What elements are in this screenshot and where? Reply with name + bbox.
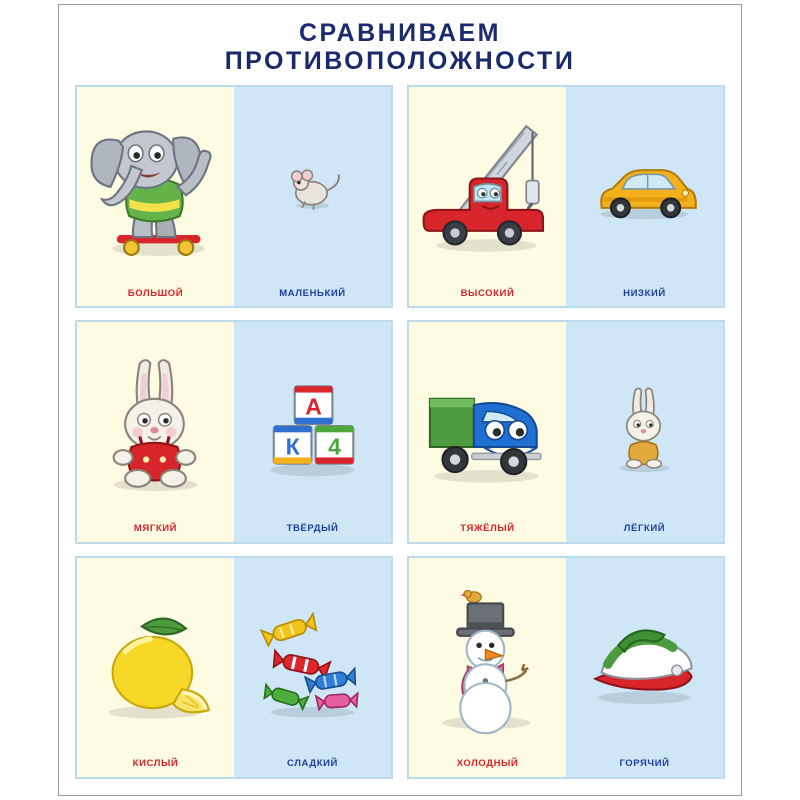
card-caption-right: СЛАДКИЙ — [287, 758, 338, 770]
card-caption-left: ХОЛОДНЫЙ — [456, 758, 519, 770]
svg-text:К: К — [285, 433, 300, 460]
crane-truck-icon — [409, 87, 566, 289]
card-caption-right: ГОРЯЧИЙ — [619, 758, 670, 770]
card-caption-left: МЯГКИЙ — [133, 523, 178, 535]
card-half-right — [234, 322, 391, 541]
card-caption-left: БОЛЬШОЙ — [127, 287, 184, 299]
plush-bunny-icon — [77, 322, 234, 524]
card-half-right — [566, 558, 723, 777]
card-half-right — [566, 87, 723, 306]
svg-text:4: 4 — [328, 433, 341, 460]
small-bunny-icon — [566, 322, 723, 524]
card-half-left — [77, 322, 234, 541]
lemon-icon — [77, 558, 234, 760]
dump-truck-icon — [409, 322, 566, 524]
elephant-icon — [77, 87, 234, 289]
card-caption-right: НИЗКИЙ — [623, 287, 666, 299]
card-caption-left: ВЫСОКИЙ — [460, 287, 515, 299]
card-caption-left: ТЯЖЁЛЫЙ — [460, 523, 515, 535]
sports-car-icon — [566, 87, 723, 289]
card-half-left — [77, 558, 234, 777]
card-half-left — [77, 87, 234, 306]
card-big-small — [75, 85, 393, 308]
toy-blocks-icon — [234, 322, 391, 524]
cards-grid — [73, 85, 727, 781]
title-line-1: СРАВНИВАЕМ — [298, 19, 502, 47]
card-half-left — [409, 322, 566, 541]
card-caption-right: МАЛЕНЬКИЙ — [279, 287, 346, 299]
poster-sheet — [58, 4, 742, 796]
card-half-left — [409, 87, 566, 306]
card-half-right — [234, 87, 391, 306]
page-title — [73, 19, 727, 75]
iron-icon — [566, 558, 723, 760]
card-heavy-light — [407, 320, 725, 543]
card-sour-sweet — [75, 556, 393, 779]
card-caption-left: КИСЛЫЙ — [132, 758, 179, 770]
card-cold-hot — [407, 556, 725, 779]
mouse-icon — [234, 87, 391, 289]
title-line-2: ПРОТИВОПОЛОЖНОСТИ — [224, 47, 576, 75]
card-tall-low — [407, 85, 725, 308]
candy-icon — [234, 558, 391, 760]
svg-text:А: А — [305, 393, 322, 420]
card-half-left — [409, 558, 566, 777]
card-caption-right: ЛЁГКИЙ — [623, 523, 666, 535]
card-soft-hard — [75, 320, 393, 543]
snowman-icon — [409, 558, 566, 760]
card-caption-right: ТВЁРДЫЙ — [286, 523, 339, 535]
card-half-right — [566, 322, 723, 541]
card-half-right — [234, 558, 391, 777]
